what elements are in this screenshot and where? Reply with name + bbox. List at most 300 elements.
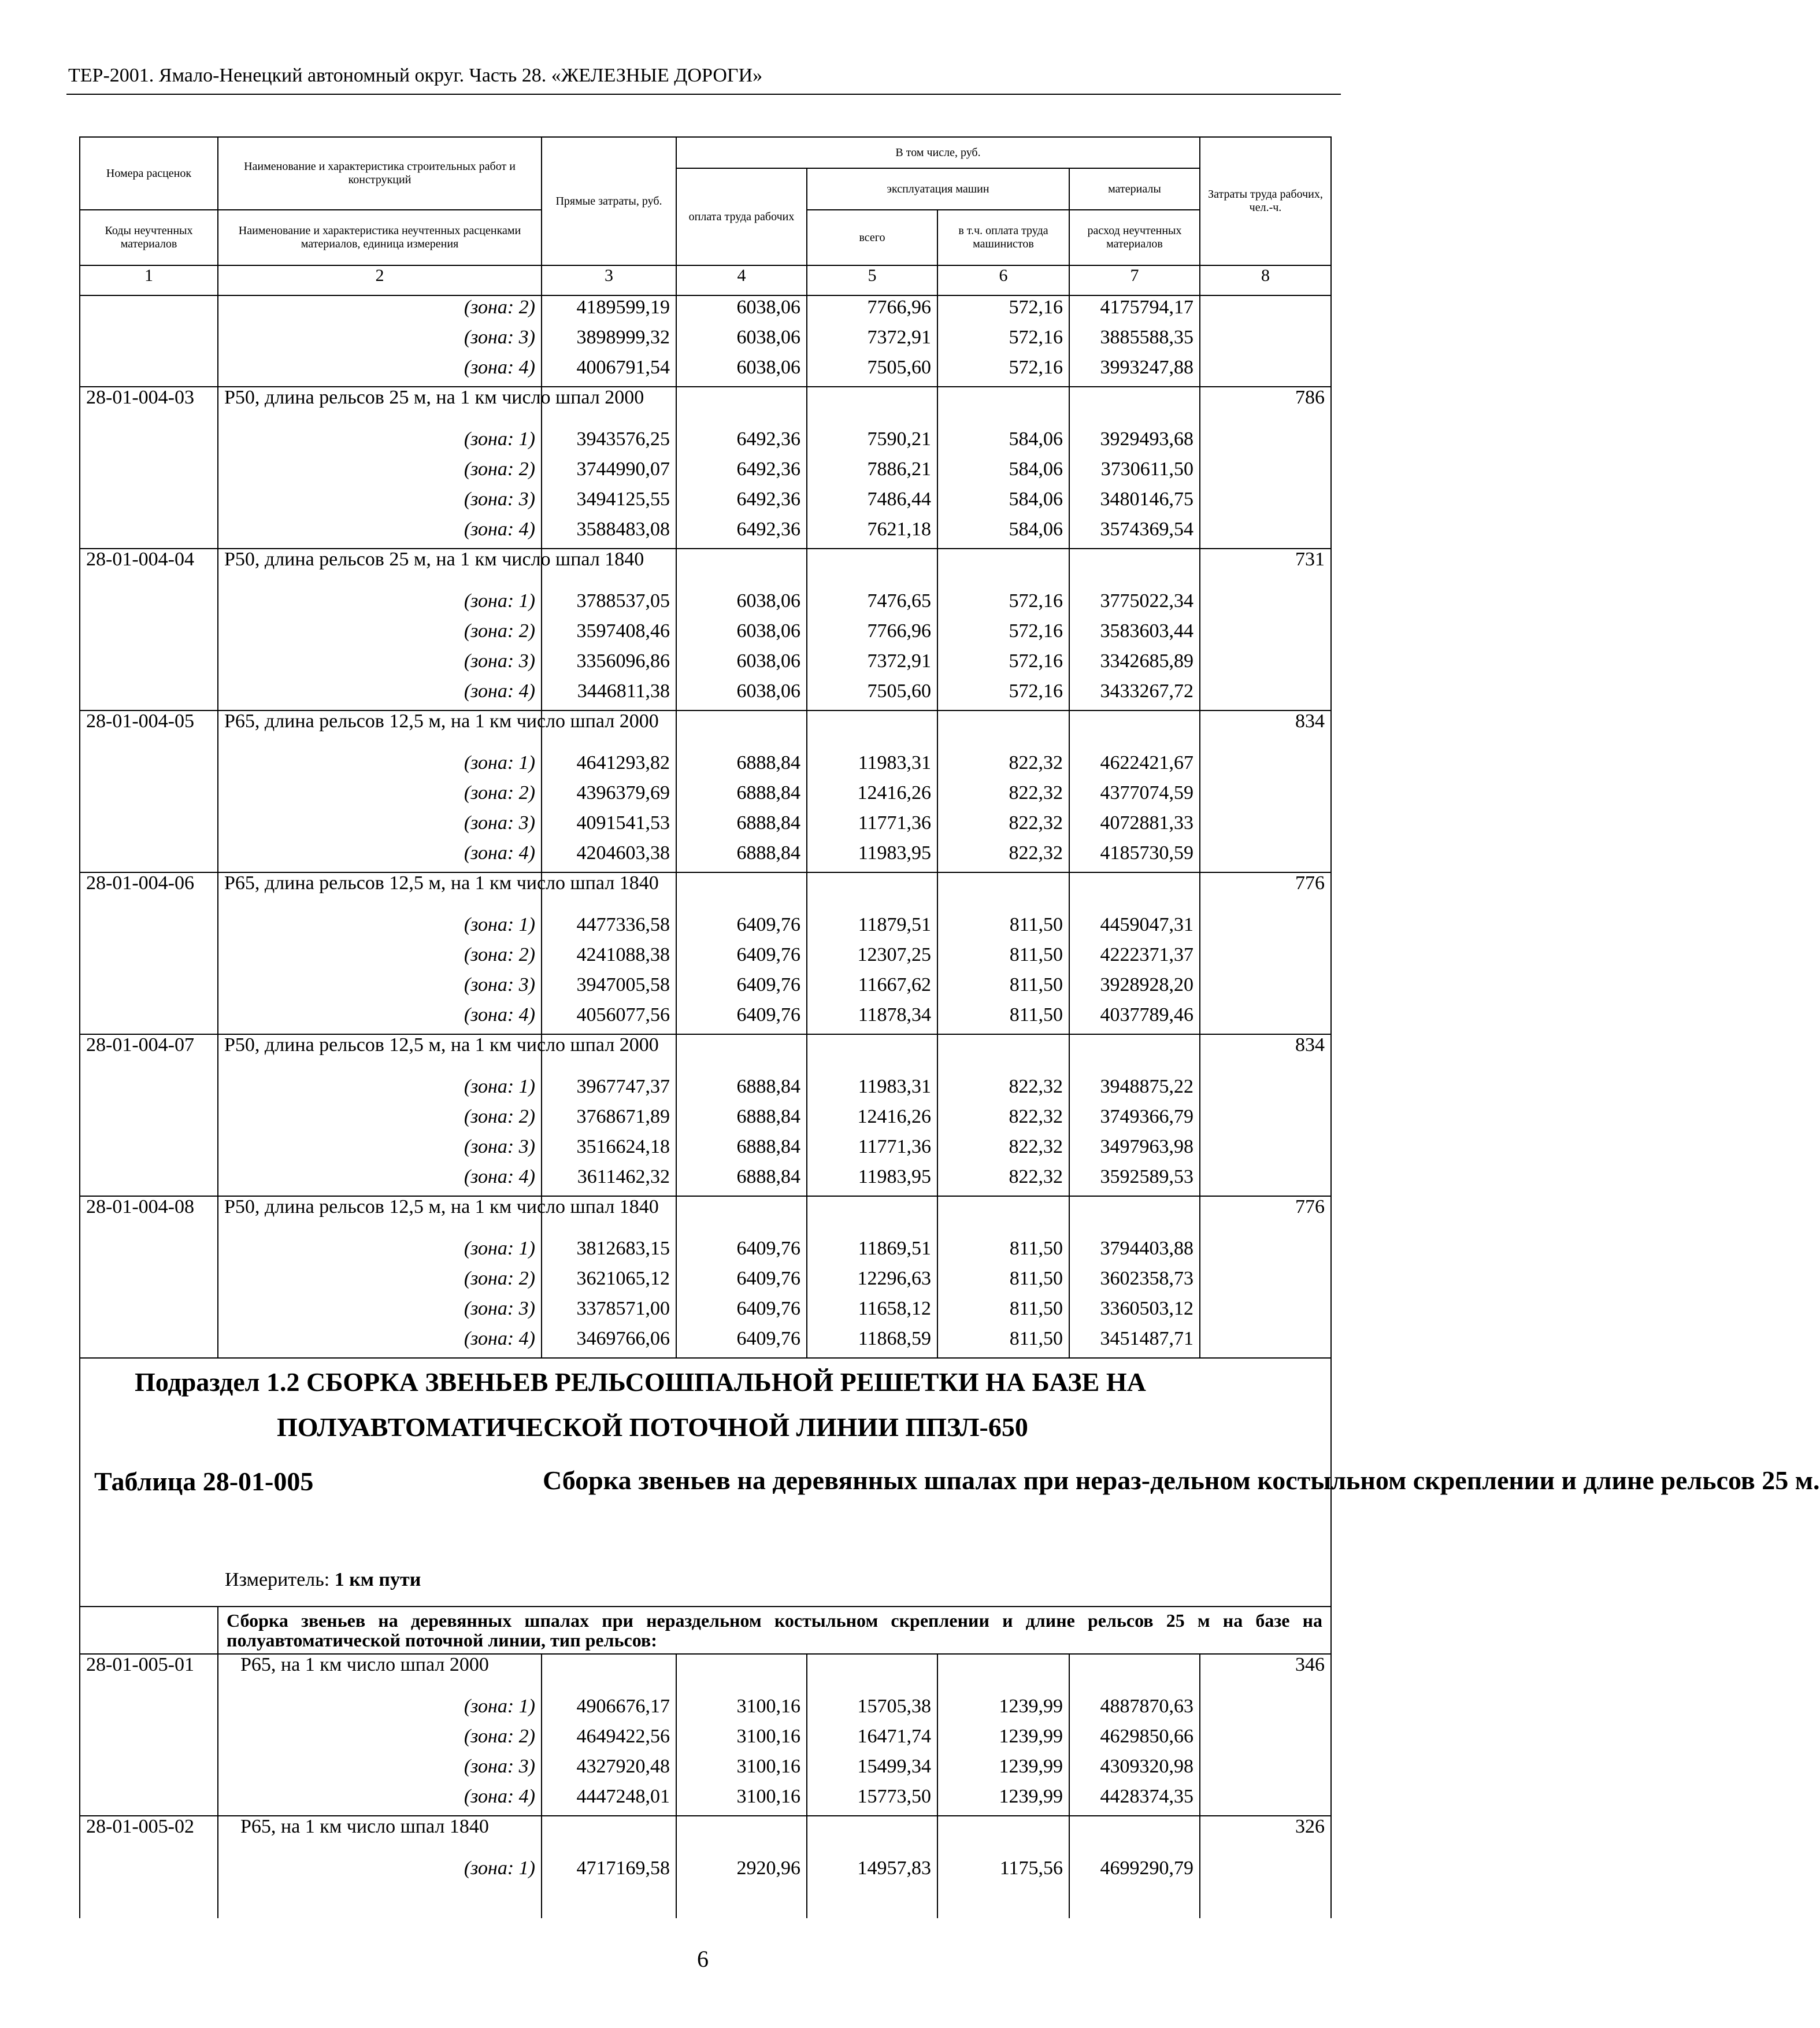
direct-cost: 4649422,56 [542,1725,676,1755]
materials-value: 3730611,50 [1069,458,1200,488]
machines-total: 7505,60 [807,680,937,710]
rate-code: 28-01-005-01 [80,1654,218,1695]
empty-cell [676,387,807,428]
code-cell [80,1165,218,1196]
machines-total: 12416,26 [807,1105,937,1135]
direct-cost: 3446811,38 [542,680,676,710]
code-cell [80,1755,218,1785]
wages-value: 6888,84 [676,842,807,872]
empty-cell [1069,710,1200,752]
code-cell [80,680,218,710]
col-materials-header: материалы [1069,168,1200,210]
machinist-wages: 572,16 [937,356,1069,387]
empty-cell [807,1654,937,1695]
empty-cell [807,872,937,913]
code-cell [80,943,218,974]
table-continuation [80,1887,1331,1918]
machines-total: 15705,38 [807,1695,937,1725]
empty-cell [218,1887,542,1918]
zone-label: (зона: 1) [218,590,542,620]
materials-value: 4175794,17 [1069,295,1200,326]
zone-label: (зона: 4) [218,680,542,710]
materials-value: 4037789,46 [1069,1004,1200,1034]
machinist-wages: 811,50 [937,1237,1069,1267]
table-row [80,1105,1331,1135]
col-name2-header: Наименование и характеристика неучтенных расценками материалов, единица измерения [218,210,542,265]
empty-cell [937,872,1069,913]
machinist-wages: 584,06 [937,518,1069,549]
table-row [80,1004,1331,1034]
empty-cell [937,387,1069,428]
machinist-wages: 822,32 [937,782,1069,812]
direct-cost: 4091541,53 [542,812,676,842]
labor-cell [1200,1105,1331,1135]
zone-label: (зона: 3) [218,812,542,842]
empty-cell [937,1887,1069,1918]
direct-cost: 3943576,25 [542,428,676,458]
code-cell [80,1004,218,1034]
rate-row [80,387,1331,428]
zone-label: (зона: 4) [218,1785,542,1816]
empty-cell [807,1887,937,1918]
table-row [80,1297,1331,1327]
materials-value: 4629850,66 [1069,1725,1200,1755]
running-header: ТЕР-2001. Ямало-Ненецкий автономный округ. Часть 28. «ЖЕЛЕЗНЫЕ ДОРОГИ» [68,65,763,86]
code-cell [80,1135,218,1165]
wages-value: 6888,84 [676,1105,807,1135]
direct-cost: 3611462,32 [542,1165,676,1196]
wages-value: 2920,96 [676,1857,807,1887]
empty-cell [937,549,1069,590]
labor-cell [1200,1004,1331,1034]
section-cell [80,1358,1820,1607]
materials-value: 3342685,89 [1069,650,1200,680]
direct-cost: 4204603,38 [542,842,676,872]
col-name-header: Наименование и характеристика строительных работ и конструкций [218,137,542,210]
direct-cost: 3967747,37 [542,1075,676,1105]
col-num: 8 [1200,265,1331,295]
group-title-row [80,1607,1331,1654]
table-row [80,620,1331,650]
machinist-wages: 811,50 [937,974,1069,1004]
labor-cell [1200,428,1331,458]
rate-name: Р65, длина рельсов 12,5 м, на 1 км число шпал 1840 [218,872,542,913]
code-cell [80,488,218,518]
machinist-wages: 822,32 [937,1135,1069,1165]
table-row [80,1327,1331,1358]
machinist-wages: 584,06 [937,488,1069,518]
col-incl-wages-header: в т.ч. оплата труда машинистов [937,210,1069,265]
direct-cost: 3378571,00 [542,1297,676,1327]
col-rates-header: Номера расценок [80,137,218,210]
rate-code: 28-01-005-02 [80,1816,218,1857]
machinist-wages: 1239,99 [937,1785,1069,1816]
machinist-wages: 822,32 [937,1105,1069,1135]
machines-total: 11868,59 [807,1327,937,1358]
machinist-wages: 811,50 [937,1297,1069,1327]
empty-cell [937,1816,1069,1857]
group-title: Сборка звеньев на деревянных шпалах при нераздельном костыльном скреплении и длине рельсов 25 м на базе на полуавтоматической поточной линии, тип рельсов: [227,1610,1322,1650]
code-cell [80,650,218,680]
machinist-wages: 572,16 [937,295,1069,326]
code-cell [80,1297,218,1327]
machines-total: 14957,83 [807,1857,937,1887]
rate-row [80,872,1331,913]
direct-cost: 3788537,05 [542,590,676,620]
col-num: 7 [1069,265,1200,295]
zone-label: (зона: 1) [218,1857,542,1887]
labor-cell [1200,1755,1331,1785]
col-codes-header: Коды неучтенных материалов [80,210,218,265]
machines-total: 7590,21 [807,428,937,458]
direct-cost: 3494125,55 [542,488,676,518]
page-number: 6 [697,1946,709,1972]
zone-label: (зона: 4) [218,842,542,872]
empty-cell [542,1887,676,1918]
direct-cost: 4327920,48 [542,1755,676,1785]
col-total-header: всего [807,210,937,265]
zone-label: (зона: 1) [218,1075,542,1105]
machinist-wages: 822,32 [937,1165,1069,1196]
table-row [80,1075,1331,1105]
wages-value: 6038,06 [676,680,807,710]
materials-value: 3948875,22 [1069,1075,1200,1105]
table-row [80,913,1331,943]
empty-cell [937,1654,1069,1695]
materials-value: 3480146,75 [1069,488,1200,518]
wages-value: 6888,84 [676,1075,807,1105]
machinist-wages: 584,06 [937,458,1069,488]
rates-table [79,136,1820,1918]
code-cell [80,1267,218,1297]
materials-value: 3775022,34 [1069,590,1200,620]
empty-cell [676,872,807,913]
materials-value: 3360503,12 [1069,1297,1200,1327]
machines-total: 7621,18 [807,518,937,549]
machines-total: 11658,12 [807,1297,937,1327]
zone-label: (зона: 2) [218,1267,542,1297]
machinist-wages: 822,32 [937,752,1069,782]
direct-cost: 3516624,18 [542,1135,676,1165]
labor-value: 776 [1200,1196,1331,1237]
col-machines-header: эксплуатация машин [807,168,1069,210]
materials-value: 3497963,98 [1069,1135,1200,1165]
empty-cell [676,710,807,752]
labor-value: 786 [1200,387,1331,428]
empty-cell [937,710,1069,752]
materials-value: 3602358,73 [1069,1267,1200,1297]
materials-value: 3574369,54 [1069,518,1200,549]
rate-row [80,1196,1331,1237]
empty-cell [676,549,807,590]
labor-cell [1200,974,1331,1004]
table-title: Таблица 28-01-005 [94,1467,314,1496]
labor-cell [1200,1267,1331,1297]
table-row [80,680,1331,710]
machines-total: 12307,25 [807,943,937,974]
machines-total: 7372,91 [807,650,937,680]
zone-label: (зона: 2) [218,782,542,812]
rate-name: Р50, длина рельсов 25 м, на 1 км число шпал 1840 [218,549,542,590]
rate-name: Р65, на 1 км число шпал 1840 [218,1816,542,1857]
table-row [80,1695,1331,1725]
wages-value: 6038,06 [676,326,807,356]
zone-label: (зона: 4) [218,1004,542,1034]
direct-cost: 3597408,46 [542,620,676,650]
wages-value: 6038,06 [676,295,807,326]
rate-name: Р65, длина рельсов 12,5 м, на 1 км число шпал 2000 [218,710,542,752]
machines-total: 11983,31 [807,752,937,782]
empty-cell [542,1654,676,1695]
table-description: Сборка звеньев на деревянных шпалах при нераз-дельном костыльном скреплении и длине рельсов 25 м. [543,1466,1820,1495]
labor-value: 834 [1200,710,1331,752]
zone-label: (зона: 2) [218,1725,542,1755]
zone-label: (зона: 3) [218,974,542,1004]
zone-label: (зона: 1) [218,913,542,943]
zone-label: (зона: 3) [218,1297,542,1327]
section-heading-line2: ПОЛУАВТОМАТИЧЕСКОЙ ПОТОЧНОЙ ЛИНИИ ППЗЛ-650 [277,1412,1028,1442]
col-direct-header: Прямые затраты, руб. [542,137,676,265]
empty-cell [676,1887,807,1918]
section-row [80,1358,1331,1607]
labor-cell [1200,356,1331,387]
zone-label: (зона: 4) [218,356,542,387]
direct-cost: 4477336,58 [542,913,676,943]
materials-value: 4459047,31 [1069,913,1200,943]
col-labor-header: Затраты труда рабочих, чел.-ч. [1200,137,1331,265]
direct-cost: 4447248,01 [542,1785,676,1816]
table-row [80,1135,1331,1165]
table-row [80,1857,1331,1887]
machines-total: 7766,96 [807,295,937,326]
zone-label: (зона: 1) [218,1237,542,1267]
table-row [80,326,1331,356]
machinist-wages: 1239,99 [937,1725,1069,1755]
machines-total: 11771,36 [807,1135,937,1165]
direct-cost: 3812683,15 [542,1237,676,1267]
table-row [80,752,1331,782]
zone-label: (зона: 3) [218,1755,542,1785]
rate-code: 28-01-004-05 [80,710,218,752]
machines-total: 11983,95 [807,1165,937,1196]
materials-value: 3451487,71 [1069,1327,1200,1358]
materials-value: 4222371,37 [1069,943,1200,974]
materials-value: 3928928,20 [1069,974,1200,1004]
table-row [80,650,1331,680]
code-cell [80,752,218,782]
table-row [80,590,1331,620]
machinist-wages: 572,16 [937,680,1069,710]
empty-cell [676,1816,807,1857]
zone-label: (зона: 3) [218,1135,542,1165]
labor-cell [1200,488,1331,518]
labor-cell [1200,590,1331,620]
wages-value: 6492,36 [676,458,807,488]
wages-value: 6888,84 [676,1135,807,1165]
labor-cell [1200,842,1331,872]
machines-total: 15773,50 [807,1785,937,1816]
direct-cost: 4717169,58 [542,1857,676,1887]
direct-cost: 3469766,06 [542,1327,676,1358]
empty-cell [80,1887,218,1918]
zone-label: (зона: 1) [218,428,542,458]
table-row [80,1267,1331,1297]
table-row [80,974,1331,1004]
labor-cell [1200,943,1331,974]
table-row [80,518,1331,549]
rate-row [80,1654,1331,1695]
code-cell [80,620,218,650]
machines-total: 7766,96 [807,620,937,650]
direct-cost: 4241088,38 [542,943,676,974]
labor-value: 834 [1200,1034,1331,1075]
empty-cell [937,1034,1069,1075]
col-num: 6 [937,265,1069,295]
machines-total: 11771,36 [807,812,937,842]
table-row [80,458,1331,488]
materials-value: 3749366,79 [1069,1105,1200,1135]
code-cell [80,782,218,812]
table-row [80,782,1331,812]
code-cell [80,1105,218,1135]
empty-cell [807,1034,937,1075]
zone-label: (зона: 2) [218,458,542,488]
empty-cell [807,387,937,428]
labor-cell [1200,458,1331,488]
section-heading-line1: Подраздел 1.2 СБОРКА ЗВЕНЬЕВ РЕЛЬСОШПАЛЬНОЙ РЕШЕТКИ НА БАЗЕ НА [135,1367,1146,1397]
materials-value: 3885588,35 [1069,326,1200,356]
rate-name: Р65, на 1 км число шпал 2000 [218,1654,542,1695]
machines-total: 7476,65 [807,590,937,620]
zone-label: (зона: 4) [218,518,542,549]
col-num: 4 [676,265,807,295]
wages-value: 3100,16 [676,1725,807,1755]
rate-row [80,1034,1331,1075]
table-row [80,943,1331,974]
machinist-wages: 1239,99 [937,1755,1069,1785]
labor-cell [1200,650,1331,680]
direct-cost: 3744990,07 [542,458,676,488]
code-cell [80,842,218,872]
table-row [80,1725,1331,1755]
wages-value: 6409,76 [676,943,807,974]
wages-value: 6492,36 [676,518,807,549]
rate-code: 28-01-004-03 [80,387,218,428]
code-cell [80,1075,218,1105]
direct-cost: 4396379,69 [542,782,676,812]
wages-value: 3100,16 [676,1695,807,1725]
materials-value: 3592589,53 [1069,1165,1200,1196]
empty-cell [1200,1887,1331,1918]
machinist-wages: 811,50 [937,1327,1069,1358]
empty-cell [1069,1034,1200,1075]
machinist-wages: 1175,56 [937,1857,1069,1887]
direct-cost: 3898999,32 [542,326,676,356]
machines-total: 7372,91 [807,326,937,356]
wages-value: 6038,06 [676,650,807,680]
labor-cell [1200,1165,1331,1196]
direct-cost: 4641293,82 [542,752,676,782]
labor-value: 776 [1200,872,1331,913]
measure-unit [225,1569,421,1591]
empty-cell [807,549,937,590]
materials-value: 3993247,88 [1069,356,1200,387]
labor-cell [1200,1695,1331,1725]
labor-cell [1200,326,1331,356]
code-cell [80,1725,218,1755]
labor-value: 346 [1200,1654,1331,1695]
machinist-wages: 572,16 [937,620,1069,650]
machines-total: 7505,60 [807,356,937,387]
materials-value: 4622421,67 [1069,752,1200,782]
direct-cost: 3356096,86 [542,650,676,680]
wages-value: 6409,76 [676,1237,807,1267]
direct-cost: 4189599,19 [542,295,676,326]
zone-label: (зона: 2) [218,620,542,650]
labor-cell [1200,812,1331,842]
machinist-wages: 811,50 [937,943,1069,974]
machines-total: 11879,51 [807,913,937,943]
rate-code: 28-01-004-06 [80,872,218,913]
empty-cell [1069,1887,1200,1918]
rate-code: 28-01-004-04 [80,549,218,590]
zone-label: (зона: 3) [218,650,542,680]
machines-total: 16471,74 [807,1725,937,1755]
code-cell [80,590,218,620]
labor-cell [1200,1075,1331,1105]
labor-value: 731 [1200,549,1331,590]
materials-value: 4428374,35 [1069,1785,1200,1816]
labor-cell [1200,295,1331,326]
empty-cell [1069,1654,1200,1695]
code-cell [80,295,218,326]
code-cell [80,428,218,458]
labor-cell [1200,913,1331,943]
materials-value: 4377074,59 [1069,782,1200,812]
labor-cell [1200,1135,1331,1165]
zone-label: (зона: 2) [218,943,542,974]
machinist-wages: 822,32 [937,812,1069,842]
code-cell [80,326,218,356]
machinist-wages: 572,16 [937,650,1069,680]
col-num: 2 [218,265,542,295]
empty-cell [937,1196,1069,1237]
table-row [80,1165,1331,1196]
materials-value: 3794403,88 [1069,1237,1200,1267]
labor-cell [1200,782,1331,812]
materials-value: 3583603,44 [1069,620,1200,650]
code-cell [80,1695,218,1725]
machinist-wages: 822,32 [937,842,1069,872]
col-num: 1 [80,265,218,295]
rate-code: 28-01-004-07 [80,1034,218,1075]
table-row [80,428,1331,458]
rate-name: Р50, длина рельсов 12,5 м, на 1 км число шпал 2000 [218,1034,542,1075]
rate-row [80,710,1331,752]
table-row [80,842,1331,872]
machines-total: 11983,95 [807,842,937,872]
wages-value: 3100,16 [676,1785,807,1816]
labor-cell [1200,1857,1331,1887]
materials-value: 4185730,59 [1069,842,1200,872]
rate-row [80,1816,1331,1857]
code-cell [80,1327,218,1358]
empty-cell [676,1654,807,1695]
labor-cell [1200,680,1331,710]
empty-cell [807,1816,937,1857]
wages-value: 6409,76 [676,913,807,943]
empty-cell [676,1196,807,1237]
